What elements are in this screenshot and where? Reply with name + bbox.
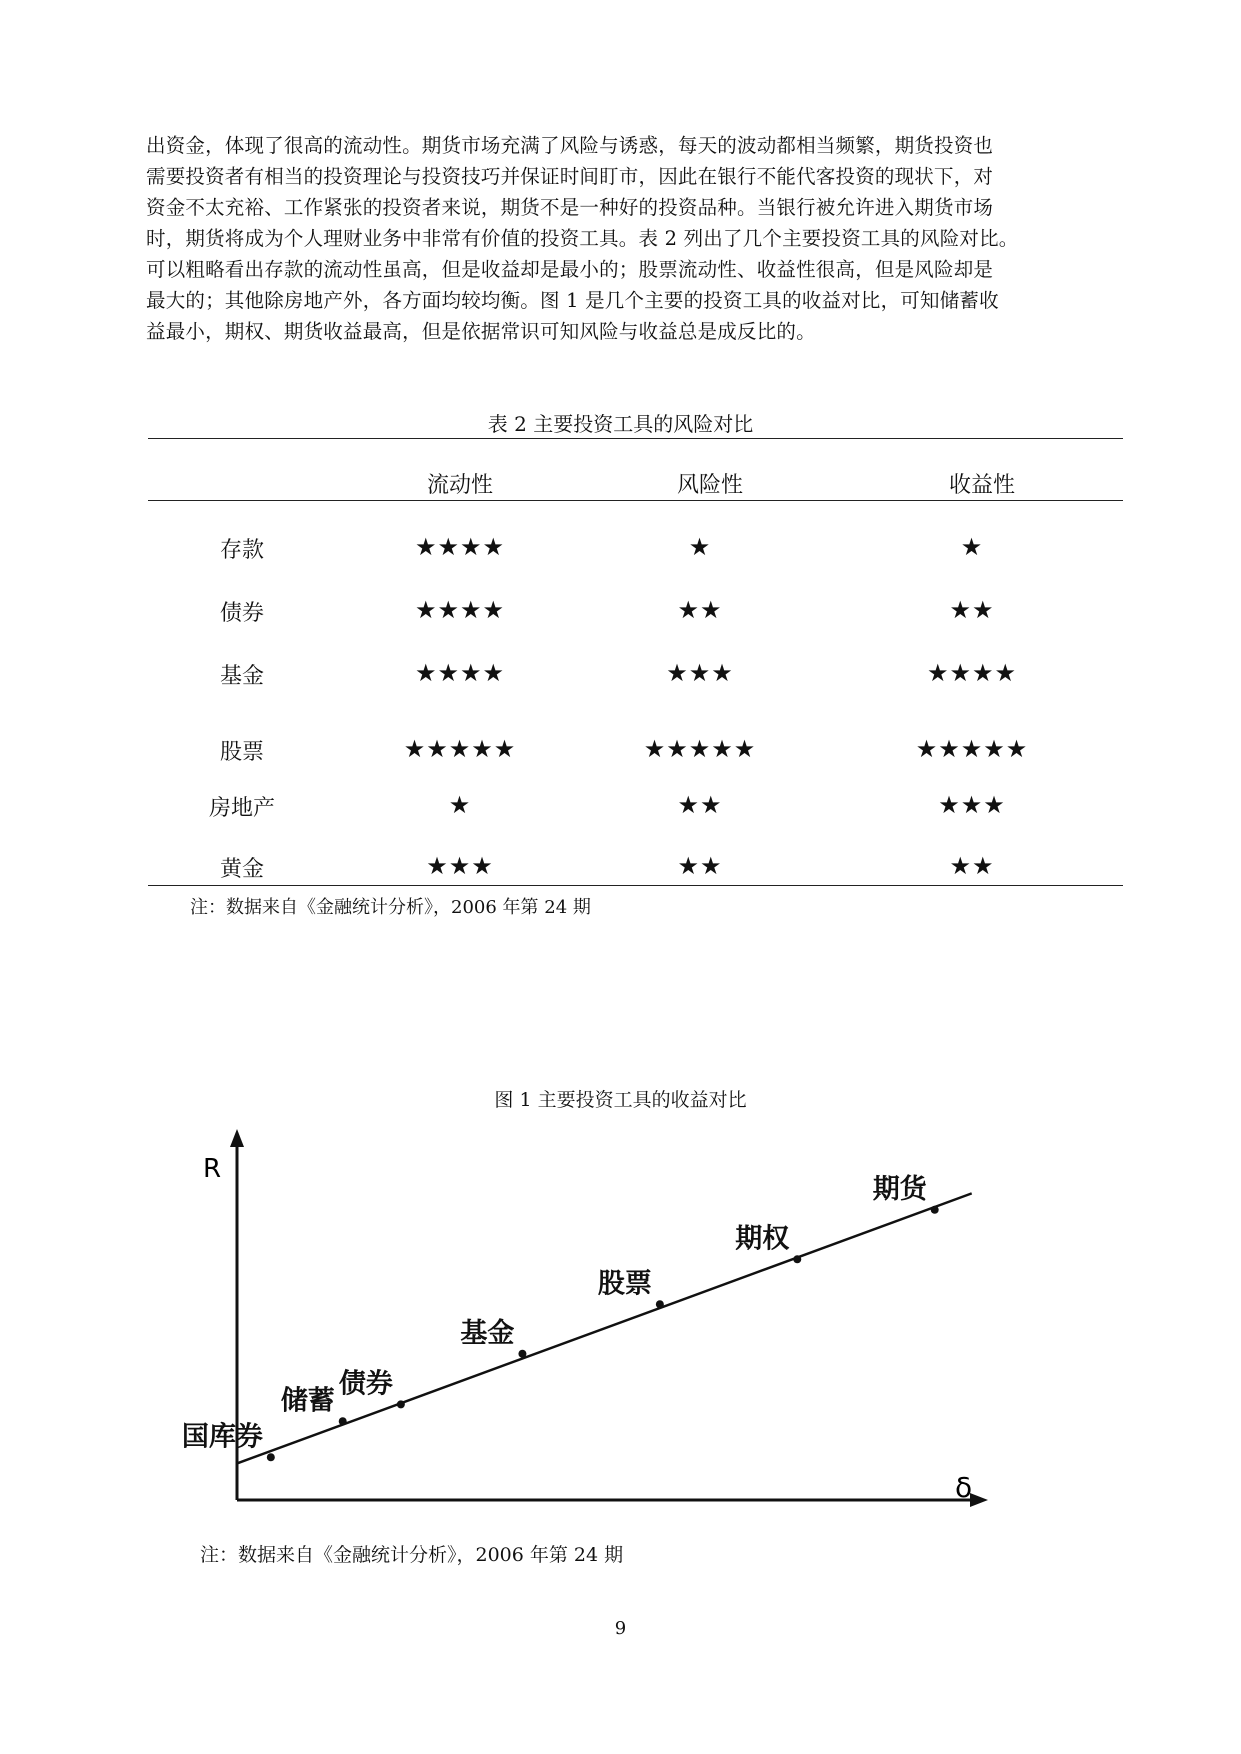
data-point-label: 债券 (338, 1368, 393, 1400)
table-bottom-rule (148, 885, 1123, 886)
table-cell-return: ★★★★★ (915, 735, 1029, 763)
x-axis-label: δ (955, 1471, 973, 1504)
table-row-label: 存款 (219, 538, 264, 563)
table-cell-liquidity: ★★★★ (414, 596, 506, 624)
table-caption: 表 2 主要投资工具的风险对比 (487, 412, 754, 436)
table-cell-return: ★★★ (938, 791, 1006, 819)
table-cell-risk: ★★★ (666, 659, 734, 687)
table-cell-liquidity: ★★★ (426, 852, 494, 880)
y-axis-arrow (230, 1129, 244, 1147)
table-cell-risk: ★★ (677, 596, 723, 624)
table-row-label: 黄金 (219, 857, 264, 882)
table-row-label: 基金 (219, 664, 264, 689)
body-line: 益最小，期权、期货收益最高，但是依据常识可知风险与收益总是成反比的。 (146, 320, 816, 343)
table-cell-return: ★★ (949, 596, 995, 624)
data-point (518, 1350, 526, 1358)
data-point-label: 基金 (460, 1317, 515, 1349)
body-line: 时，期货将成为个人理财业务中非常有价值的投资工具。表 2 列出了几个主要投资工具的风险对比。 (146, 227, 1019, 250)
body-line: 资金不太充裕、工作紧张的投资者来说，期货不是一种好的投资品种。当银行被允许进入期货市场 (146, 196, 994, 219)
table-cell-risk: ★★★★★ (643, 735, 757, 763)
y-axis-label: R (203, 1154, 222, 1184)
table-cell-liquidity: ★★★★ (414, 533, 506, 561)
table-row-label: 债券 (219, 601, 264, 626)
data-point-label: 国库券 (181, 1421, 263, 1453)
return-comparison-chart (160, 1125, 1020, 1515)
data-point (656, 1300, 664, 1308)
body-line: 出资金，体现了很高的流动性。期货市场充满了风险与诱惑，每天的波动都相当频繁，期货投资也 (146, 134, 994, 157)
data-point (793, 1255, 801, 1263)
x-axis-arrow (970, 1493, 988, 1507)
table-cell-return: ★★★★ (926, 659, 1018, 687)
data-point (267, 1453, 275, 1461)
body-line: 可以粗略看出存款的流动性虽高，但是收益却是最小的；股票流动性、收益性很高，但是风险却是 (146, 258, 994, 281)
body-paragraph (146, 130, 1086, 347)
table-header-return: 收益性 (948, 473, 1015, 498)
body-line: 最大的；其他除房地产外，各方面均较均衡。图 1 是几个主要的投资工具的收益对比，可知储蓄收 (146, 289, 999, 312)
page-number: 9 (614, 1618, 627, 1639)
table-header-rule (148, 500, 1123, 501)
table-cell-liquidity: ★★★★ (414, 659, 506, 687)
table-cell-return: ★ (960, 533, 984, 561)
table-header-liquidity: 流动性 (426, 473, 493, 498)
table-header-risk: 风险性 (676, 473, 743, 498)
data-point (931, 1206, 939, 1214)
table-source-note: 注：数据来自《金融统计分析》，2006 年第 24 期 (190, 897, 591, 918)
body-line: 需要投资者有相当的投资理论与投资技巧并保证时间盯市，因此在银行不能代客投资的现状下，对 (146, 165, 994, 188)
table-cell-return: ★★ (949, 852, 995, 880)
table-top-rule (148, 438, 1123, 439)
table-cell-liquidity: ★ (448, 791, 472, 819)
figure-source-note: 注：数据来自《金融统计分析》，2006 年第 24 期 (200, 1544, 624, 1566)
table-cell-risk: ★ (688, 533, 712, 561)
table-cell-liquidity: ★★★★★ (403, 735, 517, 763)
trend-line (237, 1193, 972, 1463)
data-point-label: 期货 (872, 1173, 927, 1205)
data-point-label: 期权 (735, 1223, 790, 1255)
figure-caption: 图 1 主要投资工具的收益对比 (494, 1089, 747, 1111)
data-point (397, 1400, 405, 1408)
table-cell-risk: ★★ (677, 852, 723, 880)
data-point-label: 储蓄 (280, 1385, 335, 1417)
table-row-label: 房地产 (208, 796, 275, 821)
table-cell-risk: ★★ (677, 791, 723, 819)
data-point-label: 股票 (597, 1268, 652, 1300)
data-point (339, 1417, 347, 1425)
table-row-label: 股票 (219, 740, 264, 765)
